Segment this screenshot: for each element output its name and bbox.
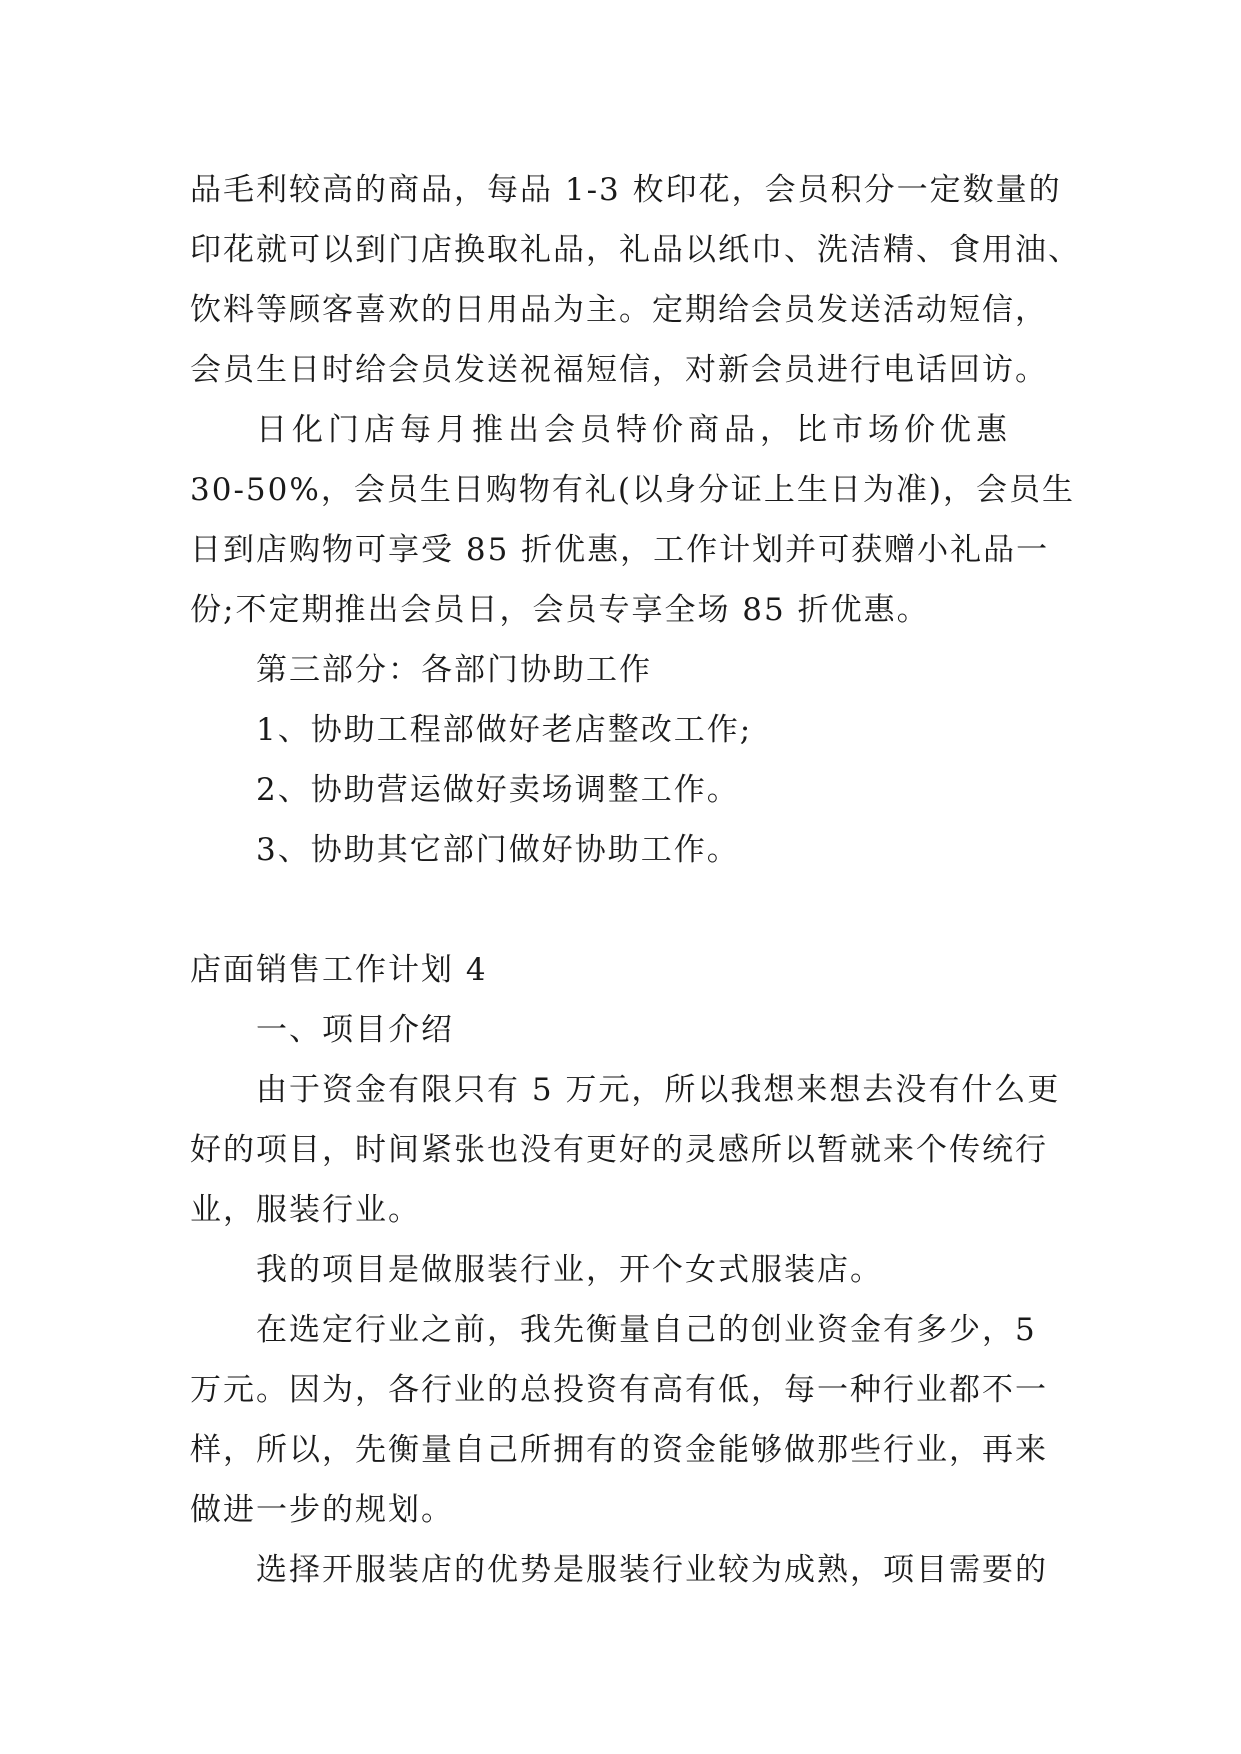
paragraph-first-line: 日化门店每月推出会员特价商品，比市场价优惠 bbox=[256, 412, 1012, 448]
text-line: 业，服装行业。 bbox=[190, 1192, 421, 1228]
text-line: 印花就可以到门店换取礼品，礼品以纸巾、洗洁精、食用油、 bbox=[190, 232, 1081, 268]
list-item: 1、协助工程部做好老店整改工作; bbox=[256, 712, 753, 748]
text-line: 样，所以，先衡量自己所拥有的资金能够做那些行业，再来 bbox=[190, 1432, 1048, 1468]
blank-line bbox=[190, 880, 1060, 940]
text-line: 饮料等顾客喜欢的日用品为主。定期给会员发送活动短信， bbox=[190, 292, 1048, 328]
list-item: 3、协助其它部门做好协助工作。 bbox=[256, 832, 740, 868]
text-line: 好的项目，时间紧张也没有更好的灵感所以暂就来个传统行 bbox=[190, 1132, 1048, 1168]
section-title: 第三部分：各部门协助工作 bbox=[256, 652, 652, 688]
document-body bbox=[190, 160, 1081, 1600]
paragraph-first-line: 由于资金有限只有 5 万元，所以我想来想去没有什么更 bbox=[256, 1072, 1061, 1108]
paragraph-first-line: 选择开服装店的优势是服装行业较为成熟，项目需要的 bbox=[256, 1552, 1048, 1588]
paragraph-line: 我的项目是做服装行业，开个女式服装店。 bbox=[256, 1252, 883, 1288]
text-line: 万元。因为，各行业的总投资有高有低，每一种行业都不一 bbox=[190, 1372, 1048, 1408]
plan-title: 店面销售工作计划 4 bbox=[190, 952, 488, 988]
text-line: 30-50%，会员生日购物有礼(以身分证上生日为准)，会员生 bbox=[190, 472, 1076, 508]
list-item: 2、协助营运做好卖场调整工作。 bbox=[256, 772, 740, 808]
text-line: 品毛利较高的商品，每品 1-3 枚印花，会员积分一定数量的 bbox=[190, 172, 1062, 208]
text-line: 日到店购物可享受 85 折优惠，工作计划并可获赠小礼品一 bbox=[190, 532, 1050, 568]
subsection-title: 一、项目介绍 bbox=[256, 1012, 454, 1048]
paragraph-first-line: 在选定行业之前，我先衡量自己的创业资金有多少，5 bbox=[256, 1312, 1037, 1348]
text-line: 会员生日时给会员发送祝福短信，对新会员进行电话回访。 bbox=[190, 352, 1048, 388]
text-line: 份;不定期推出会员日，会员专享全场 85 折优惠。 bbox=[190, 592, 930, 628]
text-line: 做进一步的规划。 bbox=[190, 1492, 454, 1528]
